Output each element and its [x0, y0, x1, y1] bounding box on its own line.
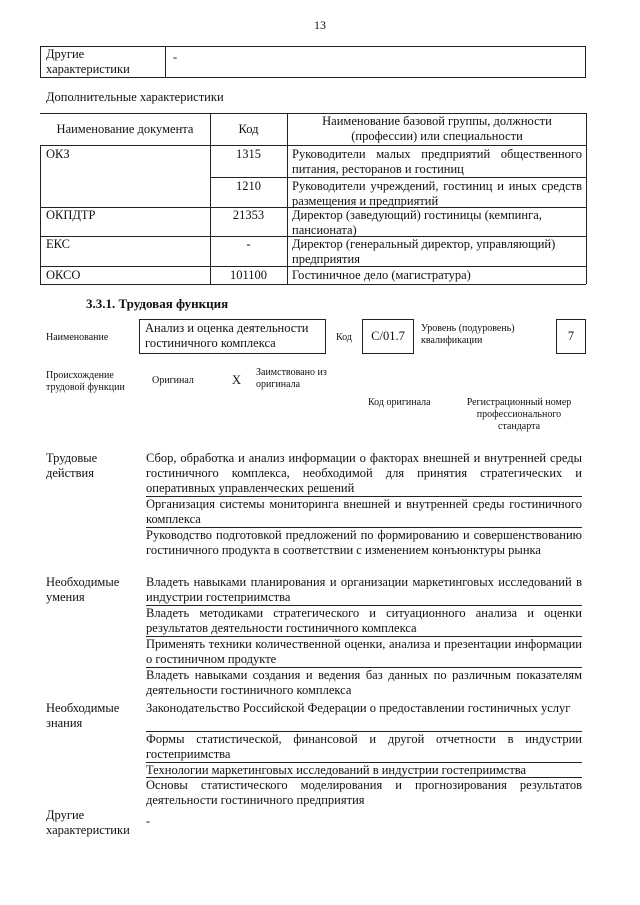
- skill-item: Владеть навыками планирования и организации маркетинговых исследований в индустрии гостеприимства: [146, 575, 582, 604]
- row-name: Руководители малых предприятий общественного питания, ресторанов и гостиниц: [292, 147, 582, 176]
- section-title: 3.3.1. Трудовая функция: [86, 296, 229, 311]
- row-code: 101100: [229, 268, 268, 282]
- knowledge-item: Технологии маркетинговых исследований в индустрии гостеприимства: [146, 763, 527, 777]
- function-name-label: Наименование: [46, 332, 109, 343]
- row-doc: ОКПДТР: [46, 208, 96, 222]
- function-level-label: Уровень (подуровень) квалификации: [421, 323, 515, 346]
- row-code: 1315: [236, 147, 261, 161]
- labor-action-item: Руководство подготовкой предложений по формированию и совершенствованию гостиничного продукта в соответствии с изменением конъюнктуры рынка: [146, 528, 582, 557]
- function-code-label: Код: [336, 332, 352, 343]
- other-characteristics-value: -: [173, 50, 178, 64]
- row-name: Директор (заведующий) гостиницы (кемпинга, пансионата): [292, 208, 542, 237]
- origin-borrowed: Заимствовано из оригинала: [256, 367, 327, 390]
- origin-code-original: Код оригинала: [368, 397, 431, 408]
- skill-item: Применять техники количественной оценки, анализа и презентации информации о гостиничном продукте: [146, 637, 582, 666]
- required-knowledge-label: Необходимые знания: [46, 701, 120, 730]
- row-doc: ОКСО: [46, 268, 81, 282]
- row-doc: ЕКС: [46, 237, 70, 251]
- additional-characteristics-title: Дополнительные характеристики: [46, 90, 224, 104]
- header-code: Код: [238, 122, 259, 136]
- skill-item: Владеть методиками стратегического и ситуационного анализа и оценки результатов деятельности гостиничного комплекса: [146, 606, 582, 635]
- row-code: -: [246, 237, 251, 251]
- labor-action-item: Сбор, обработка и анализ информации о факторах внешней и внутренней среды гостиничного комплекса, необходимой для принятия стратегических и оперативных управленческих решений: [146, 451, 582, 495]
- other-characteristics-label: Другие характеристики: [46, 47, 130, 76]
- row-name: Директор (генеральный директор, управляющий) предприятия: [292, 237, 556, 266]
- knowledge-item: Законодательство Российской Федерации о предоставлении гостиничных услуг: [146, 701, 571, 715]
- header-base-group: Наименование базовой группы, должности (профессии) или специальности: [322, 114, 552, 143]
- row-code: 21353: [232, 208, 265, 222]
- knowledge-item: Формы статистической, финансовой и другой отчетности в индустрии гостеприимства: [146, 732, 582, 761]
- row-code: 1210: [236, 179, 261, 193]
- other-characteristics-bottom-value: -: [146, 814, 151, 828]
- origin-label: Происхождение трудовой функции: [46, 370, 125, 393]
- labor-action-item: Организация системы мониторинга внешней и внутренней среды гостиничного комплекса: [146, 497, 582, 526]
- function-level-value: 7: [567, 329, 575, 343]
- row-name: Руководители учреждений, гостиниц и иных средств размещения и предприятий: [292, 179, 582, 208]
- function-code-value: C/01.7: [371, 329, 405, 343]
- skill-item: Владеть навыками создания и ведения баз данных по различным показателям деятельности гостиничного комплекса: [146, 668, 582, 697]
- other-characteristics-bottom-label: Другие характеристики: [46, 808, 130, 837]
- row-name: Гостиничное дело (магистратура): [292, 268, 471, 282]
- origin-mark: X: [232, 373, 242, 387]
- function-name-value: Анализ и оценка деятельности гостиничного комплекса: [145, 321, 309, 350]
- knowledge-item: Основы статистического моделирования и прогнозирования результатов деятельности гостиничного предприятия: [146, 778, 582, 807]
- origin-reg-number: Регистрационный номер профессионального стандарта: [466, 397, 572, 432]
- origin-original: Оригинал: [152, 375, 194, 386]
- page-number: 13: [314, 18, 326, 32]
- labor-actions-label: Трудовые действия: [46, 451, 98, 480]
- required-skills-label: Необходимые умения: [46, 575, 120, 604]
- header-document-name: Наименование документа: [56, 122, 194, 136]
- row-doc: ОКЗ: [46, 147, 70, 161]
